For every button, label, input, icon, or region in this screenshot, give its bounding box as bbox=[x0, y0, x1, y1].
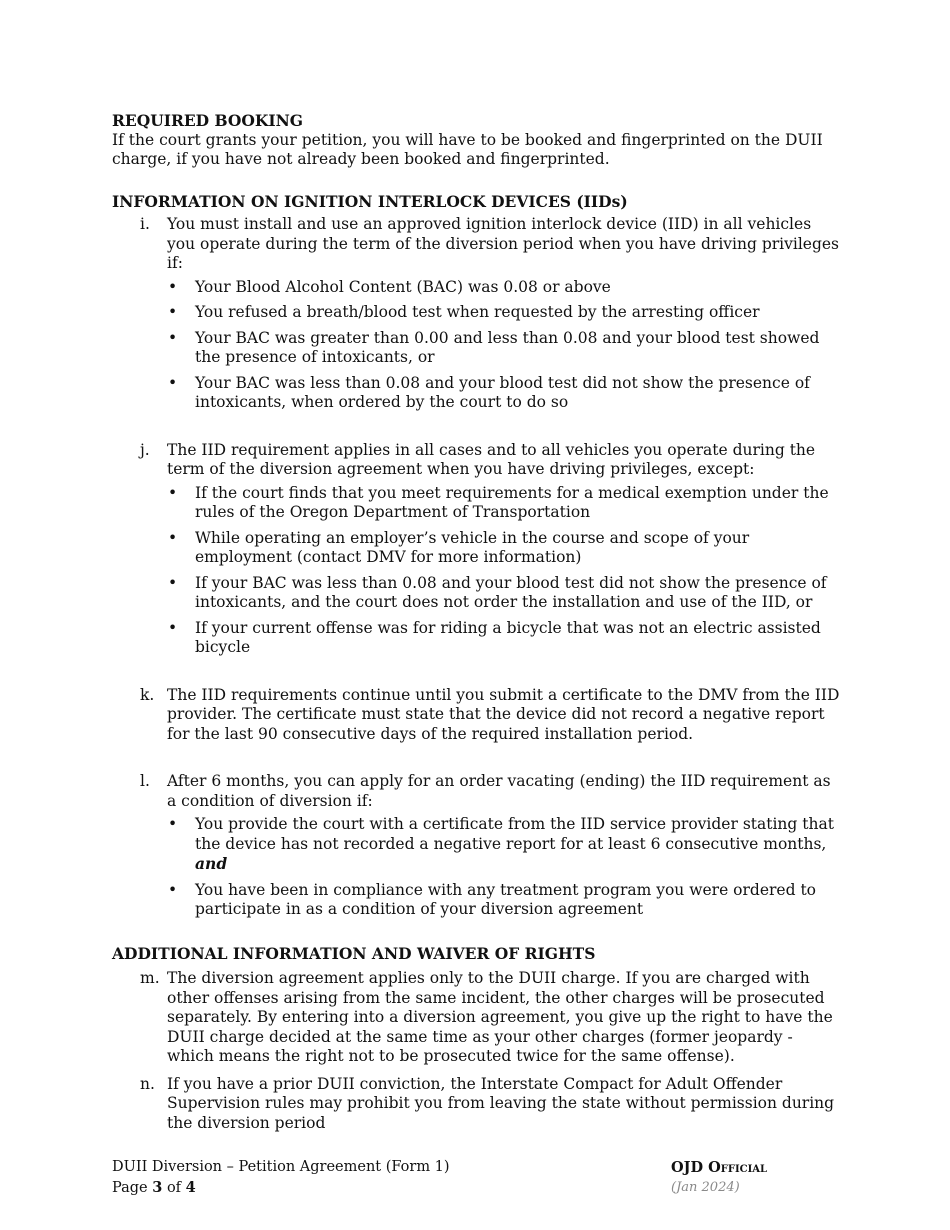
item-text: If you have a prior DUII conviction, the Interstate Compact for Adult Offender Supervision rules may prohibit you from leaving the state without permission during the diversion period bbox=[167, 1074, 835, 1132]
bullet-text: You provide the court with a certificate from the IID service provider stating that the device has not recorded a negative report for at least 6 consecutive months, bbox=[195, 815, 834, 853]
bullet-item: • Your Blood Alcohol Content (BAC) was 0.08 or above bbox=[167, 278, 842, 298]
item-text: You must install and use an approved ignition interlock device (IID) in all vehicles you operate during the term of the diversion period when you have driving privileges if: bbox=[167, 215, 840, 272]
item-text: The IID requirements continue until you submit a certificate to the DMV from the IID provider. The certificate must state that the device did not record a negative report for the last 90 consecutive days of the required installation period. bbox=[167, 685, 840, 743]
list-item-j bbox=[112, 441, 842, 658]
item-label: m. bbox=[140, 969, 160, 987]
bullet-list bbox=[167, 815, 842, 920]
bullet-item: • Your BAC was greater than 0.00 and less than 0.08 and your blood test showed the presence of intoxicants, or bbox=[167, 329, 842, 368]
page-content bbox=[112, 111, 842, 1133]
item-label: l. bbox=[140, 772, 150, 790]
item-text: The diversion agreement applies only to the DUII charge. If you are charged with other offenses arising from the same incident, the other charges will be prosecuted separately. By entering into a diversion agreement, you give up the right to have the DUII charge decided at the same time as your other charges (former jeopardy - which means the right not to be prosecuted twice for the same offense). bbox=[167, 969, 833, 1065]
bullet-item: • If your current offense was for riding a bicycle that was not an electric assisted bicycle bbox=[167, 619, 842, 658]
page-word: Page bbox=[112, 1179, 148, 1196]
footer-left bbox=[112, 1158, 450, 1198]
list-item-m bbox=[112, 969, 842, 1067]
section-heading-waiver: ADDITIONAL INFORMATION AND WAIVER OF RIGHTS bbox=[112, 943, 596, 963]
of-word: of bbox=[166, 1179, 182, 1196]
item-label: j. bbox=[140, 440, 150, 459]
revision-date: (Jan 2024) bbox=[671, 1179, 740, 1195]
bullet-item: • Your BAC was less than 0.08 and your blood test did not show the presence of intoxicants, when ordered by the court to do so bbox=[167, 374, 842, 413]
section-heading-iid: INFORMATION ON IGNITION INTERLOCK DEVICES (IIDs) bbox=[112, 191, 628, 211]
bullet-item bbox=[167, 815, 842, 875]
official-label: OJD Official bbox=[671, 1159, 768, 1176]
list-item-l bbox=[112, 772, 842, 920]
bullet-item: • While operating an employer’s vehicle in the course and scope of your employment (contact DMV for more information) bbox=[167, 529, 842, 568]
item-label: n. bbox=[140, 1074, 155, 1093]
bullet-item: • If your BAC was less than 0.08 and your blood test did not show the presence of intoxicants, and the court does not order the installation and use of the IID, or bbox=[167, 574, 842, 613]
bullet-item: • If the court finds that you meet requirements for a medical exemption under the rules of the Oregon Department of Transportation bbox=[167, 484, 842, 523]
list-item-n bbox=[112, 1075, 842, 1134]
emphasis-and: and bbox=[195, 854, 228, 873]
form-name: DUII Diversion – Petition Agreement (Form 1) bbox=[112, 1159, 450, 1175]
item-label: k. bbox=[140, 685, 155, 704]
footer-right bbox=[671, 1158, 767, 1197]
page-total: 4 bbox=[185, 1178, 196, 1196]
bullet-list bbox=[167, 278, 842, 413]
bullet-list bbox=[167, 484, 842, 658]
bullet-item: • You have been in compliance with any treatment program you were ordered to participate in as a condition of your diversion agreement bbox=[167, 881, 842, 920]
list-item-k bbox=[112, 686, 842, 745]
page-current: 3 bbox=[152, 1178, 163, 1196]
section-heading-required-booking: REQUIRED BOOKING bbox=[112, 111, 304, 130]
booking-paragraph: If the court grants your petition, you will have to be booked and fingerprinted on the DUII charge, if you have not already been booked and fingerprinted. bbox=[112, 130, 823, 168]
list-item-i bbox=[112, 215, 842, 413]
item-text: After 6 months, you can apply for an order vacating (ending) the IID requirement as a condition of diversion if: bbox=[167, 772, 831, 810]
item-text: The IID requirement applies in all cases and to all vehicles you operate during the term of the diversion agreement when you have driving privileges, except: bbox=[167, 440, 816, 478]
item-label: i. bbox=[140, 215, 150, 233]
bullet-item: • You refused a breath/blood test when requested by the arresting officer bbox=[167, 303, 842, 323]
page-number bbox=[112, 1178, 450, 1199]
